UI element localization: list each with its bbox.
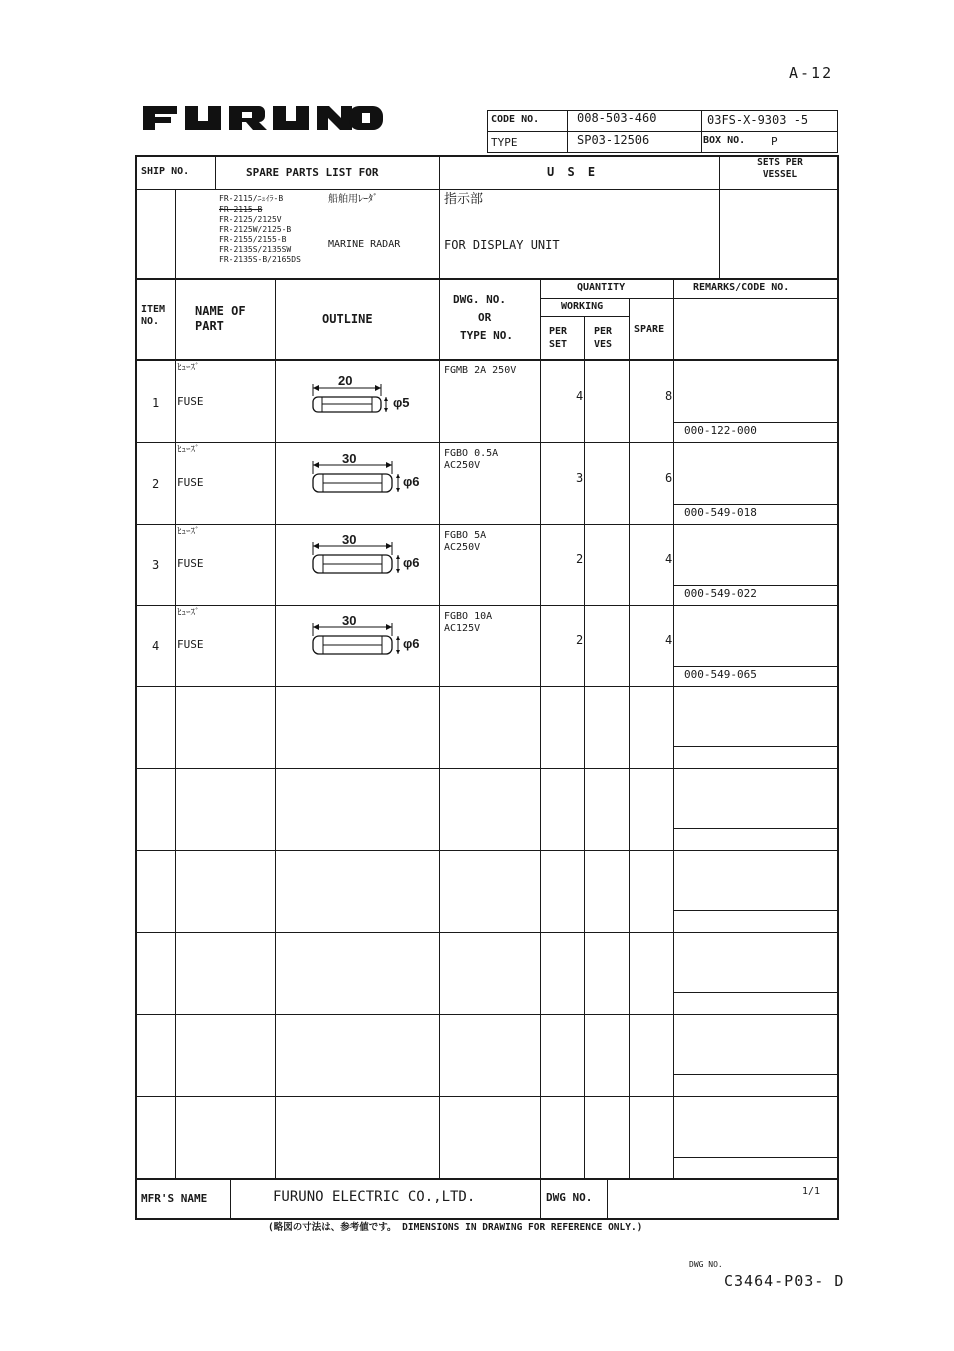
col-dwg-no-3: TYPE NO. [460,329,513,342]
col-working: WORKING [561,301,604,312]
reference-number: 03FS-X-9303 -5 [707,113,809,127]
model-line-6: FR-2135S/2135SW [219,245,292,254]
mfr-name: FURUNO ELECTRIC CO.,LTD. [273,1189,476,1205]
fuse-length: 30 [342,451,357,466]
qty-spare: 4 [665,552,673,566]
page-reference: A-12 [789,64,834,82]
item-number: 2 [152,477,160,491]
dwg-voltage: AC250V [444,542,481,553]
fuse-outline-drawing [310,460,410,496]
code-no-value: 008-503-460 [577,111,657,125]
dwg-voltage: AC125V [444,623,481,634]
part-name: FUSE [177,638,204,651]
qty-spare: 8 [665,389,673,403]
col-per-ves: PER VES [594,326,613,350]
qty-per-set: 4 [576,389,584,403]
dwg-no-label: DWG NO. [546,1191,593,1204]
box-no-label: BOX NO. [703,135,746,146]
qty-spare: 4 [665,633,673,647]
item-number: 4 [152,639,160,653]
fuse-outline-drawing [310,541,410,577]
spare-parts-title: SPARE PARTS LIST FOR [246,166,379,179]
model-line-3: FR-2125/2125V [219,215,282,224]
model-line-7: FR-2135S-B/2165DS [219,255,301,264]
dwg-type-no: FGBO 5A [444,530,487,541]
sets-per-vessel-label: SETS PER VESSEL [757,157,803,180]
page-number: 1/1 [802,1186,821,1197]
code-number: 000-549-065 [684,668,757,681]
drawing-number: C3464-P03- D [724,1272,845,1290]
col-name-of-part: NAME OF PART [195,304,246,333]
dwg-voltage: AC250V [444,460,481,471]
model-en-name: MARINE RADAR [328,239,401,250]
col-dwg-no-2: OR [478,311,492,324]
code-number: 000-549-022 [684,587,757,600]
code-no-label: CODE NO. [491,114,540,125]
model-line-2: FR-2115-B [219,205,263,214]
code-number: 000-549-018 [684,506,757,519]
col-quantity: QUANTITY [577,282,626,293]
qty-spare: 6 [665,471,673,485]
dwg-type-no: FGBO 10A [444,611,493,622]
col-spare: SPARE [634,324,665,335]
part-name-jp: ﾋｭｰｽﾞ [177,608,200,618]
fuse-length: 30 [342,613,357,628]
use-jp: 指示部 [444,192,484,207]
item-number: 3 [152,558,160,572]
part-name-jp: ﾋｭｰｽﾞ [177,445,200,455]
reference-note: (略図の寸法は、参考値です。 DIMENSIONS IN DRAWING FOR REFERENCE ONLY.) [268,1222,643,1233]
use-en: FOR DISPLAY UNIT [444,238,560,252]
fuse-diameter: φ6 [403,555,420,570]
model-line-1: FR-2115/ﾆｭｲﾗ-B [219,194,284,203]
col-dwg-no-1: DWG. NO. [453,293,506,306]
mfr-name-label: MFR'S NAME [141,1192,208,1205]
fuse-diameter: φ6 [403,636,420,651]
part-name-jp: ﾋｭｰｽﾞ [177,363,200,373]
code-number: 000-122-000 [684,424,757,437]
col-per-set: PER SET [549,326,568,350]
fuse-length: 20 [338,373,353,388]
part-name: FUSE [177,476,204,489]
part-name: FUSE [177,557,204,570]
qty-per-set: 2 [576,552,584,566]
qty-per-set: 2 [576,633,584,647]
dwg-type-no: FGBO 0.5A [444,448,499,459]
box-no-value: P [771,135,778,148]
furuno-logo [143,103,383,133]
dwg-type-no: FGMB 2A 250V [444,365,517,376]
col-remarks: REMARKS/CODE NO. [693,282,790,293]
dwg-no-small-label: DWG NO. [689,1260,723,1269]
part-name-jp: ﾋｭｰｽﾞ [177,527,200,537]
item-number: 1 [152,396,160,410]
use-label: U S E [547,165,599,179]
fuse-length: 30 [342,532,357,547]
part-name: FUSE [177,395,204,408]
fuse-diameter: φ5 [393,395,410,410]
ship-no-label: SHIP NO. [141,166,190,177]
model-line-4: FR-2125W/2125-B [219,225,292,234]
qty-per-set: 3 [576,471,584,485]
col-outline: OUTLINE [322,312,373,326]
fuse-outline-drawing [310,622,410,658]
fuse-diameter: φ6 [403,474,420,489]
model-jp-name: 船舶用ﾚｰﾀﾞ [328,194,378,205]
type-label: TYPE [491,136,518,149]
fuse-outline-drawing [310,383,398,417]
col-item-no: ITEM NO. [141,304,166,327]
type-value: SP03-12506 [577,133,650,147]
model-line-5: FR-2155/2155-B [219,235,287,244]
